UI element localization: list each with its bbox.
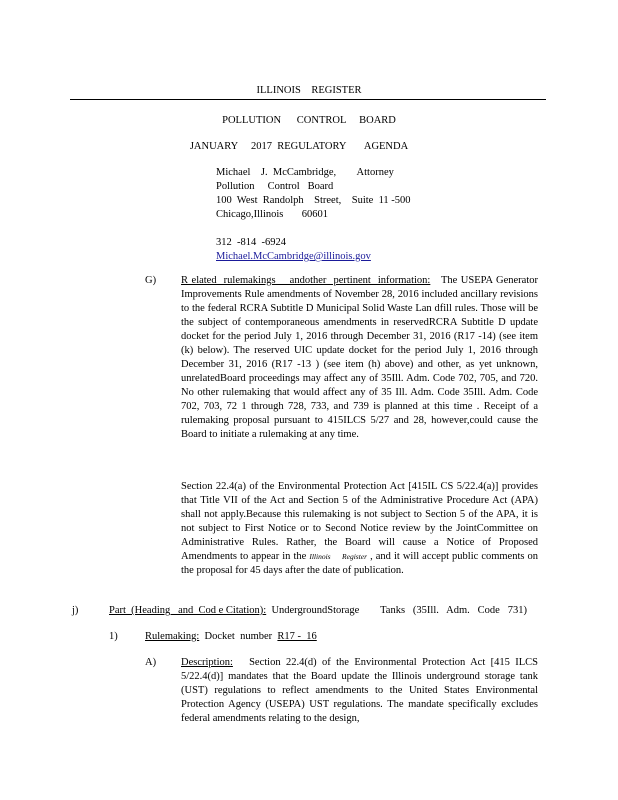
- section-j-marker: j): [72, 605, 79, 616]
- docket-number: R17 - 16: [277, 631, 317, 642]
- agency-name: POLLUTION CONTROL BOARD: [222, 115, 396, 126]
- section-g-text-3: , and it will accept public comments on the proposal for 45 days after the date of publication.: [181, 551, 539, 576]
- agenda-title: JANUARY 2017 REGULATORY AGENDA: [189, 141, 409, 152]
- item-1-marker: 1): [109, 631, 118, 642]
- section-j-heading-rest: UndergroundStorage Tanks (35Ill. Adm. Code 731): [271, 605, 527, 616]
- rulemaking-label: Rulemaking:: [145, 631, 200, 642]
- header-rule: [70, 99, 546, 100]
- item-1-line: [145, 630, 317, 644]
- description-label: Description:: [181, 657, 233, 668]
- contact-name: Michael J. McCambridge, Attorney: [216, 167, 394, 178]
- section-g-text: The USEPA Generator Improvements Rule amendments of November 28, 2016 included ancillary revisions to the federal RCRA Subtitle D Municipal Solid Waste Lan dfill rules. Those will be the subject of contemporaneous amendments in reservedRCRA Subtitle D update docket for the period July 1, 2016 through December 31, 2016 (R17 -14) (see item (k) below). The reserved UIC update docket for the period July 1, 2016 through December 31, 2016 (R17 -13 ) (see item (h) above) and other, as yet unknown, unrelatedBoard proceedings may affect any of 35Ill. Adm. Code 702, 705, and 720. No other rulemaking that would affect any of 35 Ill. Adm. Code 35Ill. Adm. Code 702, 703, 72 1 through 728, 733, and 739 is planned at this time . Receipt of a rulemaking proposal pursuant to 415ILCS 5/27 and 28, however,could cause the Board to initiate a rulemaking at any time.: [181, 275, 539, 440]
- contact-city: Chicago,Illinois 60601: [216, 209, 328, 220]
- section-j-heading: Part (Heading and Cod e Citation):: [109, 605, 267, 616]
- section-g-paragraph-2: [181, 480, 538, 578]
- contact-street: 100 West Randolph Street, Suite 11 -500: [216, 195, 411, 206]
- item-a-paragraph: [181, 656, 538, 726]
- contact-block: [216, 166, 516, 264]
- section-j-line: [109, 604, 527, 618]
- description-text: Section 22.4(d) of the Environmental Protection Act [415 ILCS 5/22.4(d)] mandates that the Board update the Illinois underground storage tank (UST) regulations to reflect amendments to the United States Environmental Protection Agency (USEPA) UST regulations. The mandate specifically excludes federal amendments relating to the design,: [181, 657, 539, 724]
- section-g-paragraph-1: [181, 274, 538, 442]
- contact-email-link[interactable]: Michael.McCambridge@illinois.gov: [216, 251, 371, 262]
- item-a-marker: A): [145, 657, 157, 668]
- register-title: ILLINOIS REGISTER: [256, 85, 362, 96]
- illinois-register-italic: Illinois Register: [309, 552, 368, 561]
- section-g-marker: G): [145, 275, 157, 286]
- section-g-heading: R elated rulemakings andother pertinent information:: [181, 275, 431, 286]
- contact-phone: 312 -814 -6924: [216, 237, 286, 248]
- section-g-text-2: Section 22.4(a) of the Environmental Protection Act [415IL CS 5/22.4(a)] provides that Title VII of the Act and Section 5 of the Administrative Procedure Act (APA) shall not apply.Because this rulemaking is not subject to Section 5 of the APA, it is not subject to First Notice or to Second Notice review by the JointCommittee on Administrative Rules. Rather, the Board will cause a Notice of Proposed Amendments to appear in the: [181, 481, 538, 562]
- docket-text: Docket number: [204, 631, 273, 642]
- contact-org: Pollution Control Board: [216, 181, 334, 192]
